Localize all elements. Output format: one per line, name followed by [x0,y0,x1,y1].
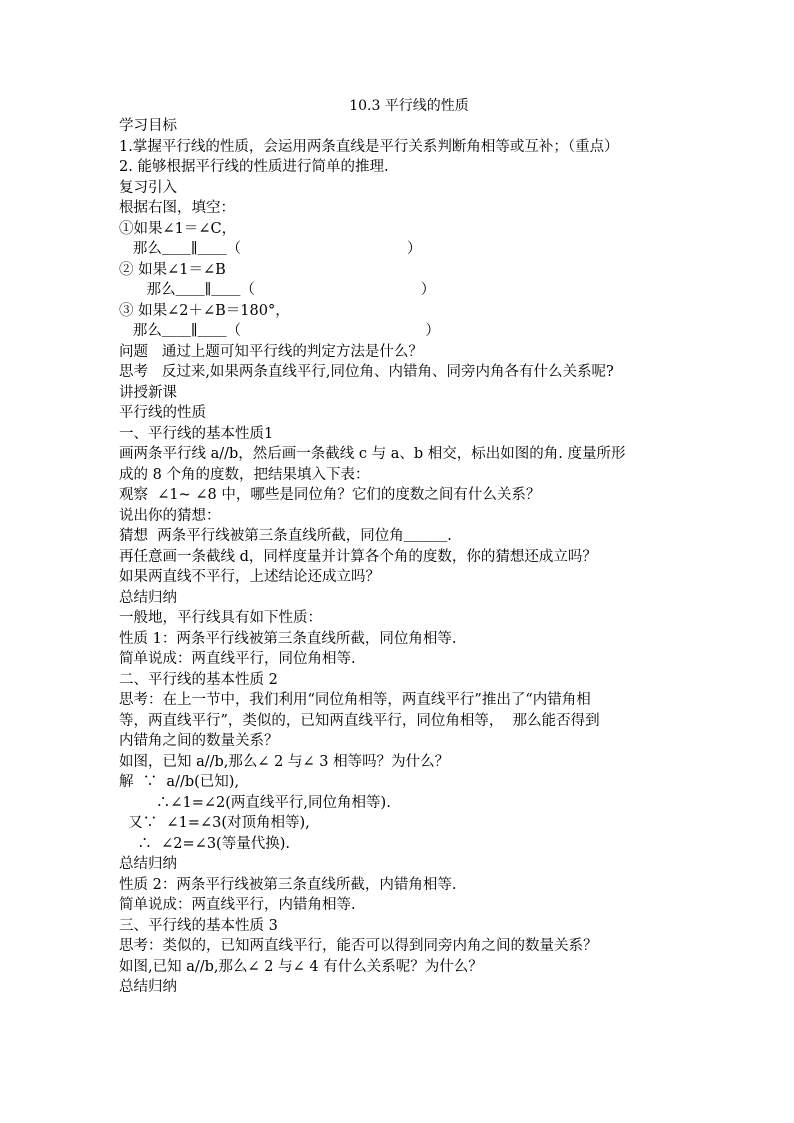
question-line: 问题 通过上题可知平行线的判定方法是什么？ [119,343,423,360]
property2-think-1: 思考：在上一节中，我们利用“同位角相等，两直线平行”推出了“内错角相 [119,692,591,708]
conjecture-line: 猜想 两条平行线被第三条直线所截，同位角＿＿＿. [119,528,452,544]
property2-think-3: 内错角之间的数量关系？ [119,733,279,749]
review-q1: ①如果∠1＝∠C， [119,220,237,237]
topic-heading: 平行线的性质 [119,405,206,421]
summary-heading-2: 总结归纳 [119,856,177,872]
section-heading-new-lesson: 讲授新课 [119,384,177,401]
summary-intro: 一般地，平行线具有如下性质： [119,610,322,626]
goal-item-2: 2. 能够根据平行线的性质进行简单的推理. [119,159,389,175]
review-q3-answer: 那么＿＿∥＿＿（ ） [119,323,440,339]
property2-think-2: 等，两直线平行”，类似的，已知两直线平行，同位角相等， 那么能否得到 [119,712,600,729]
property3-question: 如图,已知 a//b,那么∠ 2 与∠ 4 有什么关系呢？为什么？ [119,958,483,975]
summary-heading-1: 总结归纳 [119,589,177,606]
document-title: 10.3 平行线的性质 [349,98,469,114]
summary-heading-3: 总结归纳 [119,979,177,995]
property1-statement: 性质 1：两条平行线被第三条直线所截，同位角相等. [119,630,457,647]
property1-short: 简单说成：两直线平行，同位角相等. [119,651,356,667]
goal-item-1: 1.掌握平行线的性质，会运用两条直线是平行关系判断角相等或互补；（重点） [119,138,619,155]
review-instruction: 根据右图，填空： [119,200,235,216]
property2-short: 简单说成：两直线平行，内错角相等. [119,897,356,913]
nonparallel-line: 如果两直线不平行，上述结论还成立吗？ [119,569,380,585]
review-q1-answer: 那么＿＿∥＿＿（ ） [119,241,422,257]
property1-heading: 一、平行线的基本性质1 [119,425,274,442]
review-q2: ② 如果∠1＝∠B [119,261,226,278]
property3-think: 思考：类似的，已知两直线平行，能否可以得到同旁内角之间的数量关系？ [119,938,598,954]
think-line: 思考 反过来,如果两条直线平行,同位角、内错角、同旁内角各有什么关系呢? [119,364,614,380]
property3-heading: 三、平行线的基本性质 3 [119,917,278,934]
property2-heading: 二、平行线的基本性质 2 [119,671,278,688]
property2-question: 如图，已知 a//b,那么∠ 2 与∠ 3 相等吗？为什么？ [119,753,450,770]
review-q3: ③ 如果∠2＋∠B＝180°， [119,302,290,319]
section-heading-goals: 学习目标 [119,118,177,134]
proof-step-3: 又∵ ∠1=∠3(对顶角相等), [119,815,310,831]
proof-step-2: ∴∠1=∠2(两直线平行,同位角相等). [119,794,391,811]
review-q2-answer: 那么＿＿∥＿＿（ ） [119,282,436,298]
proof-step-1: 解 ∵ a//b(已知), [119,774,240,790]
conjecture-prompt: 说出你的猜想： [119,507,221,524]
document-page [119,96,679,998]
section-heading-review: 复习引入 [119,179,177,196]
property1-text-1: 画两条平行线 a//b，然后画一条截线 c 与 a、b 相交，标出如图的角. 度量所形 [119,446,626,462]
property1-text-2: 成的 8 个角的度数，把结果填入下表： [119,466,370,483]
retry-line: 再任意画一条截线 d，同样度量并计算各个角的度数，你的猜想还成立吗？ [119,548,597,565]
proof-step-4: ∴ ∠2=∠3(等量代换). [119,835,290,852]
observe-line: 观察 ∠1~ ∠8 中，哪些是同位角？它们的度数之间有什么关系？ [119,487,541,503]
property2-statement: 性质 2：两条平行线被第三条直线所截，内错角相等. [119,876,457,893]
